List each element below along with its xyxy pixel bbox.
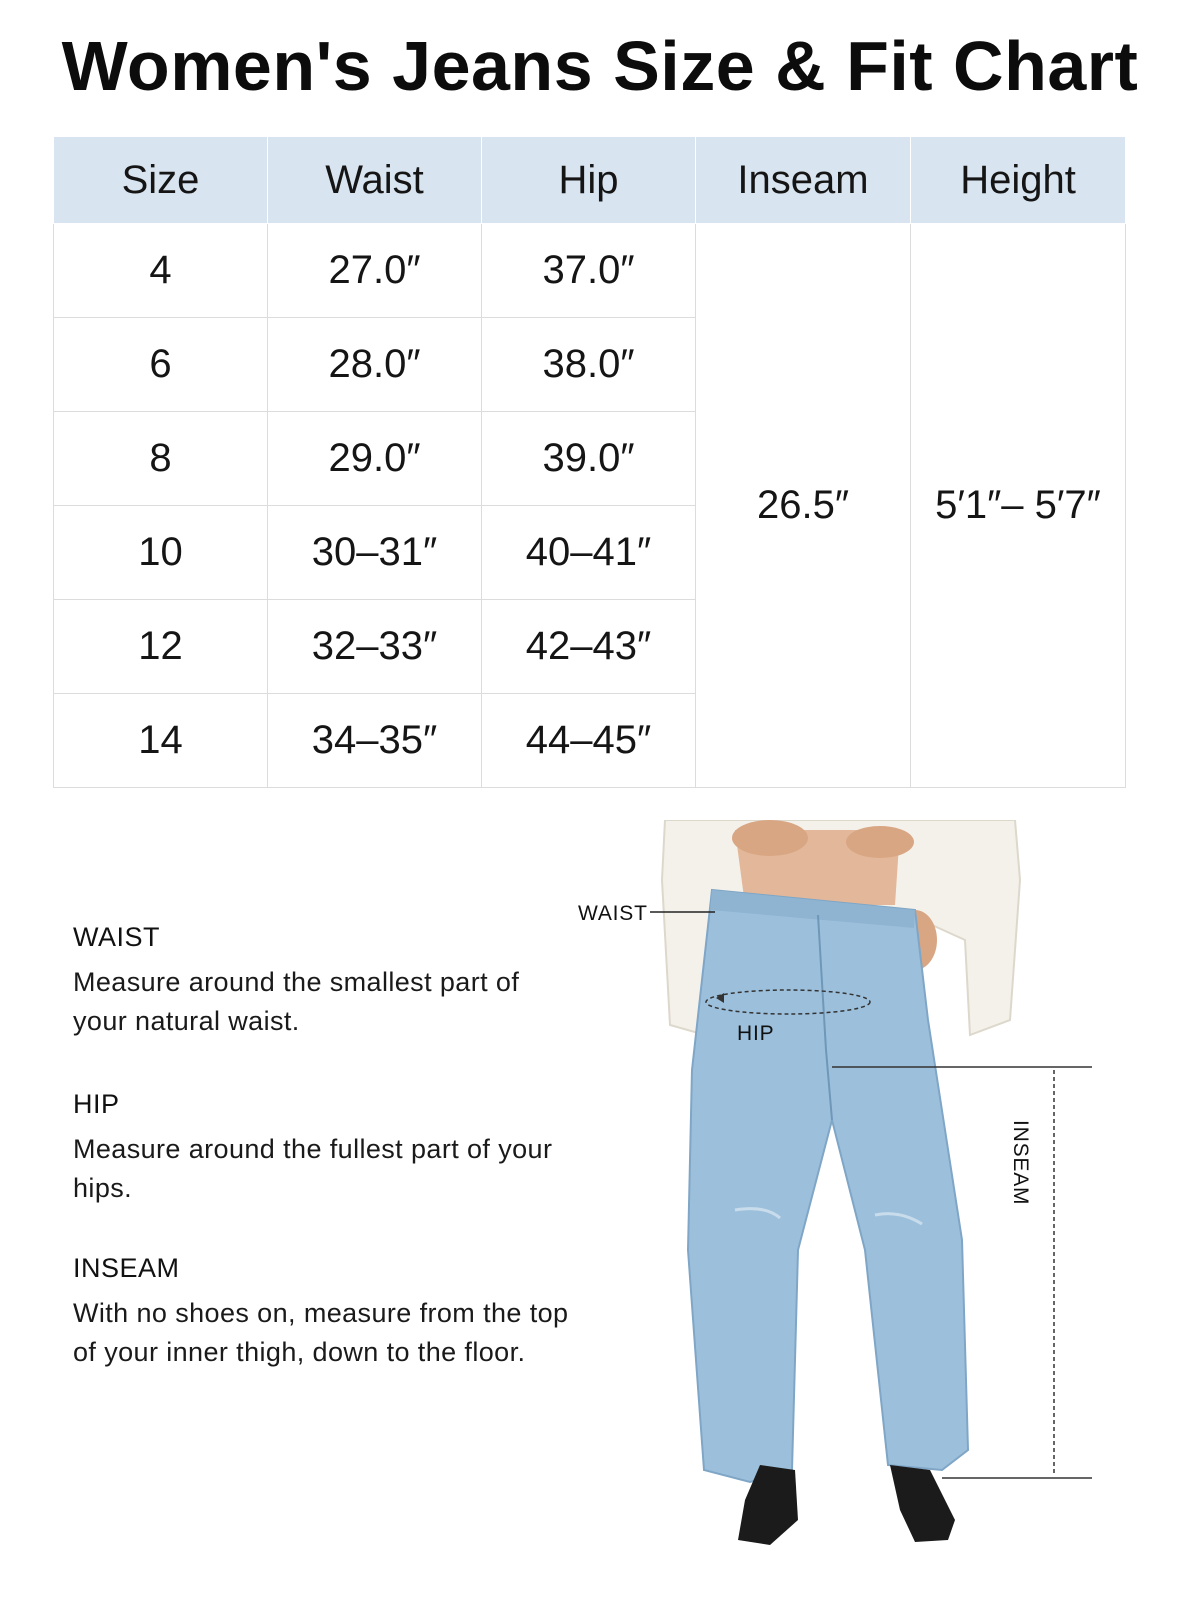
size-cell: 14 bbox=[54, 694, 268, 788]
waist-cell: 30–31″ bbox=[268, 506, 482, 600]
inseam-label: INSEAM bbox=[1009, 1120, 1032, 1206]
waist-heading: WAIST bbox=[73, 922, 160, 952]
waist-cell: 34–35″ bbox=[268, 694, 482, 788]
table-row bbox=[54, 224, 1126, 318]
header-inseam: Inseam bbox=[696, 137, 911, 224]
hip-label: HIP bbox=[737, 1022, 775, 1045]
hip-instructions: Measure around the fullest part of your hips. bbox=[73, 1134, 553, 1203]
waist-label: WAIST bbox=[578, 902, 648, 925]
inseam-heading: INSEAM bbox=[73, 1253, 180, 1283]
header-hip: Hip bbox=[482, 137, 696, 224]
hip-cell: 38.0″ bbox=[482, 318, 696, 412]
waist-cell: 29.0″ bbox=[268, 412, 482, 506]
size-cell: 10 bbox=[54, 506, 268, 600]
page-title: Women's Jeans Size & Fit Chart bbox=[61, 27, 1139, 105]
waist-description bbox=[73, 922, 573, 1041]
hip-cell: 40–41″ bbox=[482, 506, 696, 600]
jeans-model-illustration bbox=[570, 820, 1170, 1600]
waist-cell: 32–33″ bbox=[268, 600, 482, 694]
size-table bbox=[53, 136, 1126, 788]
inseam-cell: 26.5″ bbox=[696, 224, 911, 788]
waist-cell: 27.0″ bbox=[268, 224, 482, 318]
header-size: Size bbox=[54, 137, 268, 224]
hip-cell: 42–43″ bbox=[482, 600, 696, 694]
table-header-row bbox=[54, 137, 1126, 224]
waist-instructions: Measure around the smallest part of your natural waist. bbox=[73, 967, 520, 1036]
header-waist: Waist bbox=[268, 137, 482, 224]
size-cell: 8 bbox=[54, 412, 268, 506]
jeans-illustration bbox=[570, 820, 1170, 1600]
inseam-instructions: With no shoes on, measure from the top of your inner thigh, down to the floor. bbox=[73, 1298, 569, 1367]
hip-heading: HIP bbox=[73, 1089, 120, 1119]
size-cell: 4 bbox=[54, 224, 268, 318]
waist-cell: 28.0″ bbox=[268, 318, 482, 412]
size-cell: 6 bbox=[54, 318, 268, 412]
hip-description bbox=[73, 1089, 573, 1208]
size-cell: 12 bbox=[54, 600, 268, 694]
hip-cell: 39.0″ bbox=[482, 412, 696, 506]
height-cell: 5′1″– 5′7″ bbox=[911, 224, 1126, 788]
inseam-description bbox=[73, 1253, 573, 1372]
hip-cell: 44–45″ bbox=[482, 694, 696, 788]
header-height: Height bbox=[911, 137, 1126, 224]
hip-cell: 37.0″ bbox=[482, 224, 696, 318]
